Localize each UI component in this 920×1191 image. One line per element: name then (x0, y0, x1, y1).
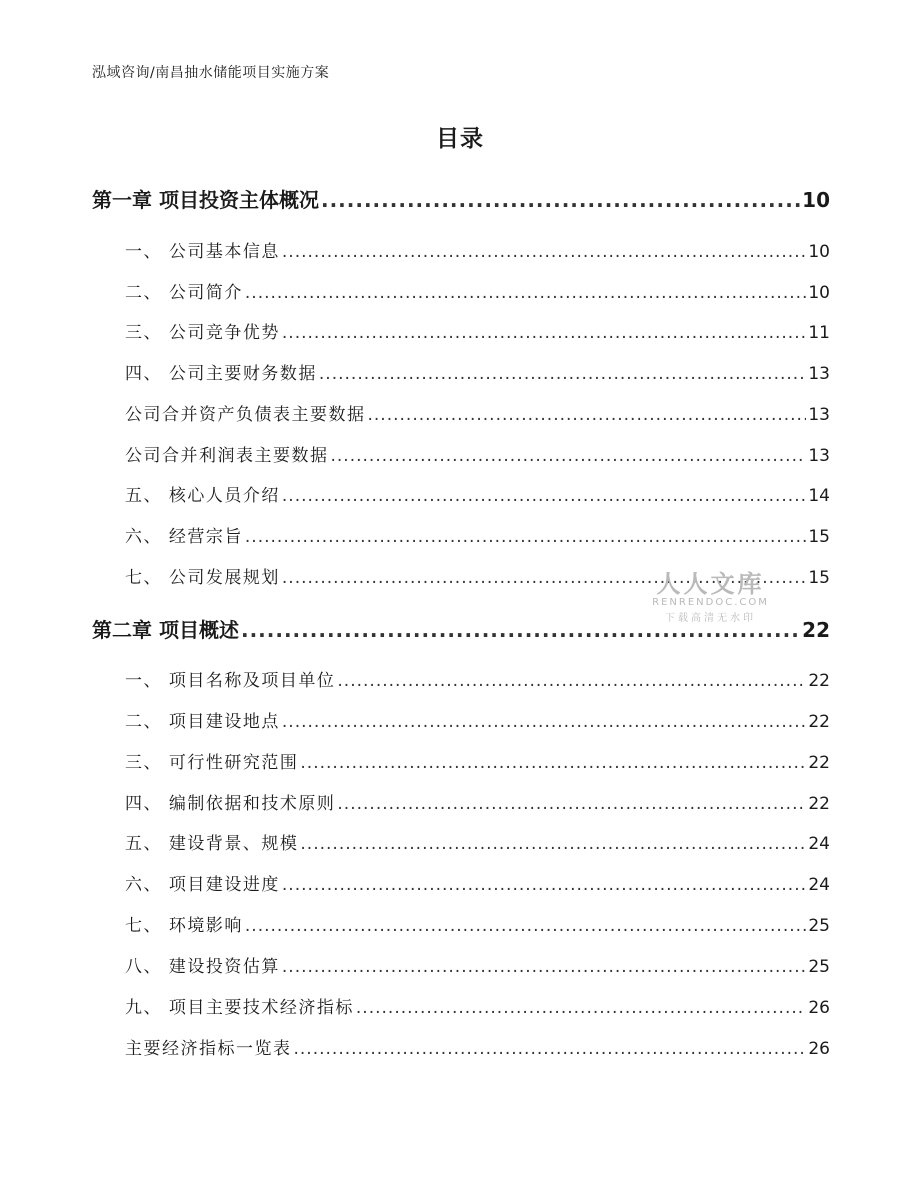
toc-label: 三、 公司竞争优势 (125, 323, 280, 343)
toc-chapter-1[interactable] (92, 184, 830, 213)
toc-label: 公司合并利润表主要数据 (125, 446, 329, 466)
toc-chapter-2[interactable] (92, 614, 830, 643)
toc-label: 六、 经营宗旨 (125, 527, 243, 547)
toc-entry[interactable] (125, 237, 830, 262)
toc-label: 第一章 项目投资主体概况 (92, 188, 319, 212)
toc-page-number: 13 (808, 446, 830, 466)
toc-entry[interactable] (125, 318, 830, 343)
toc-entry[interactable] (125, 441, 830, 466)
toc-entry[interactable] (125, 359, 830, 384)
dot-leader (245, 527, 806, 547)
toc-entry[interactable] (125, 911, 830, 936)
toc-label: 公司合并资产负债表主要数据 (125, 405, 366, 425)
toc-page-number: 22 (802, 618, 830, 642)
dot-leader (245, 916, 806, 936)
toc-page-number: 15 (808, 527, 830, 547)
toc-page-number: 22 (808, 712, 830, 732)
dot-leader (319, 364, 806, 384)
toc-page-number: 22 (808, 794, 830, 814)
toc-entry[interactable] (125, 563, 830, 588)
toc-label: 七、 公司发展规划 (125, 568, 280, 588)
toc-page-number: 26 (808, 998, 830, 1018)
toc-entry[interactable] (125, 789, 830, 814)
dot-leader (368, 405, 807, 425)
dot-leader (282, 323, 806, 343)
dot-leader (356, 998, 806, 1018)
dot-leader (300, 753, 806, 773)
dot-leader (294, 1039, 807, 1059)
dot-leader (337, 671, 806, 691)
toc-label: 四、 公司主要财务数据 (125, 364, 317, 384)
dot-leader (282, 242, 806, 262)
toc-label: 九、 项目主要技术经济指标 (125, 998, 354, 1018)
dot-leader (321, 188, 800, 212)
running-header: 泓域咨询/南昌抽水储能项目实施方案 (92, 65, 330, 81)
toc-label: 三、 可行性研究范围 (125, 753, 299, 773)
dot-leader (282, 957, 806, 977)
dot-leader (241, 618, 800, 642)
toc-page-number: 24 (808, 834, 830, 854)
toc-entry[interactable] (125, 870, 830, 895)
toc-page-number: 25 (808, 957, 830, 977)
toc-entry[interactable] (125, 707, 830, 732)
toc-entry[interactable] (125, 278, 830, 303)
toc-label: 二、 项目建设地点 (125, 712, 280, 732)
toc-label: 四、 编制依据和技术原则 (125, 794, 336, 814)
toc-page-number: 10 (802, 188, 830, 212)
toc-entry[interactable] (125, 666, 830, 691)
dot-leader (282, 568, 806, 588)
toc-page-number: 10 (808, 283, 830, 303)
toc-entry[interactable] (125, 1034, 830, 1059)
toc-label: 五、 建设背景、规模 (125, 834, 299, 854)
toc-page-number: 10 (808, 242, 830, 262)
dot-leader (282, 712, 806, 732)
toc-entry[interactable] (125, 829, 830, 854)
watermark-title: 人人文库 (656, 570, 765, 598)
dot-leader (337, 794, 806, 814)
toc-label: 一、 项目名称及项目单位 (125, 671, 336, 691)
toc-page-number: 13 (808, 405, 830, 425)
dot-leader (282, 875, 806, 895)
toc-label: 六、 项目建设进度 (125, 875, 280, 895)
toc-entry[interactable] (125, 748, 830, 773)
toc-label: 二、 公司简介 (125, 283, 243, 303)
toc-entry[interactable] (125, 481, 830, 506)
toc-page-number: 22 (808, 753, 830, 773)
toc-page-number: 15 (808, 568, 830, 588)
dot-leader (300, 834, 806, 854)
page-title: 目录 (436, 126, 484, 152)
toc-label: 七、 环境影响 (125, 916, 243, 936)
toc-entry[interactable] (125, 993, 830, 1018)
watermark-site: RENRENDOC.COM (652, 597, 769, 608)
toc-page-number: 25 (808, 916, 830, 936)
toc-label: 主要经济指标一览表 (125, 1039, 292, 1059)
dot-leader (331, 446, 807, 466)
toc-page-number: 13 (808, 364, 830, 384)
toc-label: 五、 核心人员介绍 (125, 486, 280, 506)
toc-page-number: 11 (808, 323, 830, 343)
toc-page-number: 14 (808, 486, 830, 506)
toc-label: 第二章 项目概述 (92, 618, 239, 642)
toc-page-number: 22 (808, 671, 830, 691)
toc-label: 八、 建设投资估算 (125, 957, 280, 977)
toc-entry[interactable] (125, 522, 830, 547)
dot-leader (282, 486, 806, 506)
toc-page-number: 24 (808, 875, 830, 895)
toc-entry[interactable] (125, 400, 830, 425)
toc-entry[interactable] (125, 952, 830, 977)
dot-leader (245, 283, 806, 303)
toc-page-number: 26 (808, 1039, 830, 1059)
toc-label: 一、 公司基本信息 (125, 242, 280, 262)
watermark-tagline: 下载高清无水印 (665, 613, 756, 624)
